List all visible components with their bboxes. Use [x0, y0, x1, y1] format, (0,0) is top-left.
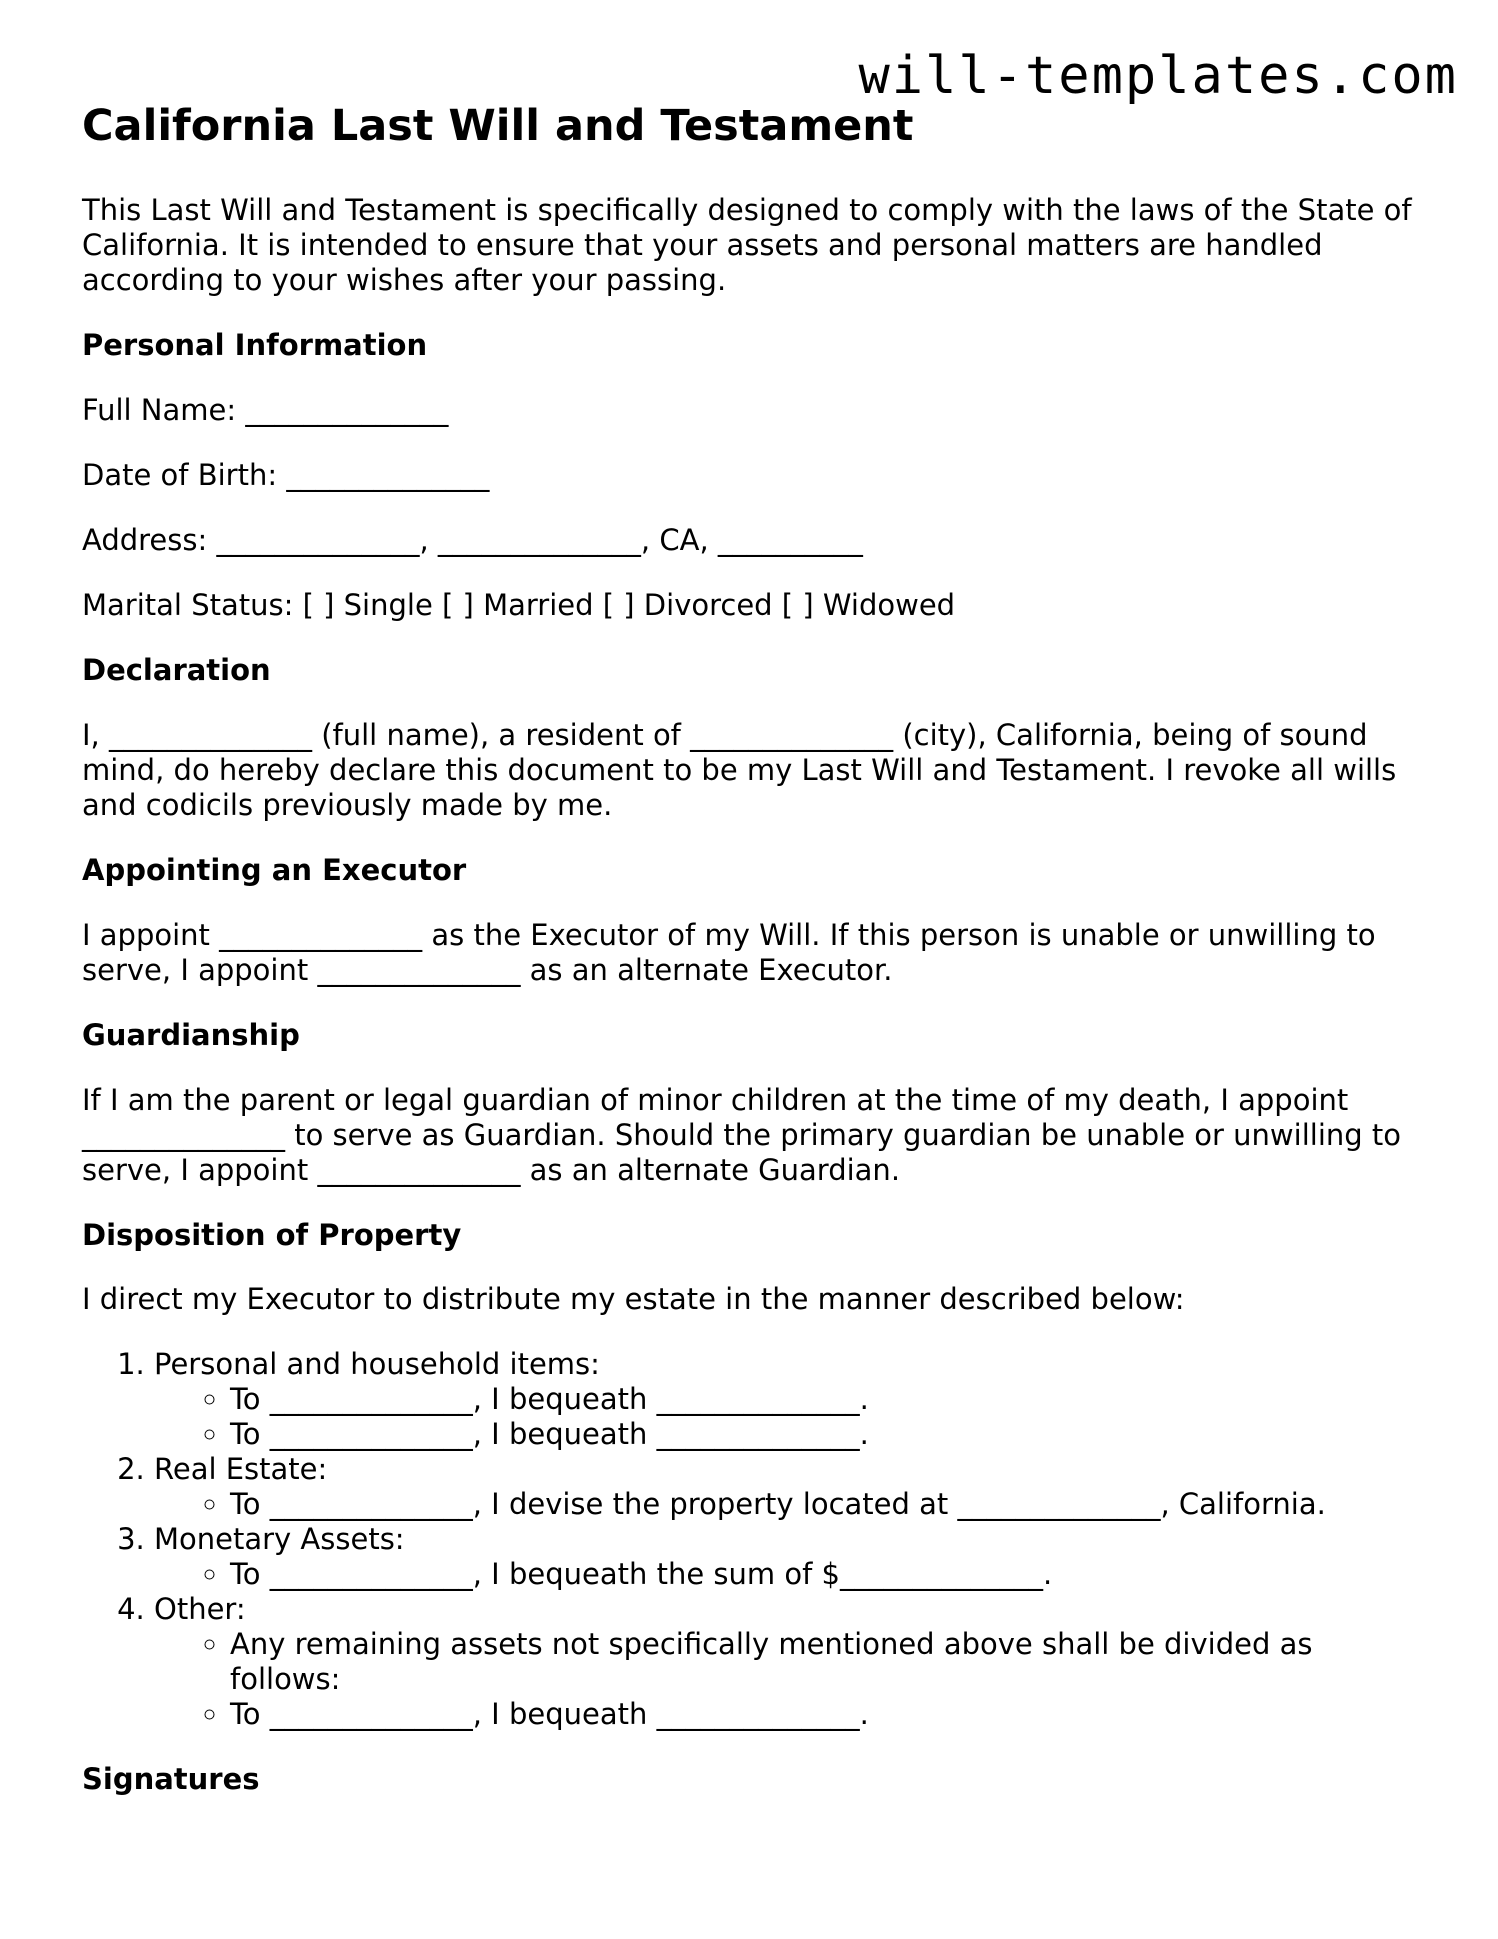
property-list [82, 1347, 1422, 1732]
property-item-monetary [154, 1522, 1422, 1592]
property-item-label: Personal and household items: [154, 1347, 600, 1382]
personal-info-heading: Personal Information [82, 328, 428, 363]
property-intro: I direct my Executor to distribute my estate in the manner described below: [82, 1282, 1185, 1317]
site-watermark: will-templates.com [858, 46, 1458, 106]
guardianship-heading: Guardianship [82, 1017, 300, 1052]
property-item-label: Real Estate: [154, 1452, 328, 1487]
property-sublist [154, 1487, 1422, 1522]
marital-status-field: Marital Status: [ ] Single [ ] Married [ ] Divorced [ ] Widowed [82, 588, 956, 623]
will-document [82, 102, 1422, 1827]
property-heading: Disposition of Property [82, 1217, 462, 1252]
document-title: California Last Will and Testament [82, 101, 914, 151]
signatures-heading: Signatures [82, 1762, 260, 1797]
address-field: Address: ______________, ______________, CA, __________ [82, 523, 863, 558]
property-sublist [154, 1627, 1422, 1732]
declaration-heading: Declaration [82, 653, 271, 688]
executor-paragraph: I appoint ______________ as the Executor of my Will. If this person is unable or unwilling to serve, I appoint ______________ as an alternate Executor. [82, 917, 1376, 987]
intro-paragraph: This Last Will and Testament is specifically designed to comply with the laws of the State of California. It is intended to ensure that your assets and personal matters are handled according to your wishes after your passing. [82, 193, 1412, 298]
bequest-line: ◦ Any remaining assets not specifically mentioned above shall be divided as follows: [230, 1627, 1422, 1697]
date-of-birth-field: Date of Birth: ______________ [82, 458, 490, 493]
property-item-personal [154, 1347, 1422, 1452]
guardianship-paragraph: If I am the parent or legal guardian of minor children at the time of my death, I appoint ______________ to serve as Guardian. Should the primary guardian be unable or unwilling to serve, I appoint ______________ as an alternate Guardian. [82, 1082, 1401, 1187]
property-item-label: Monetary Assets: [154, 1522, 405, 1557]
bequest-line: ◦ To ______________, I devise the property located at ______________, California. [230, 1487, 1422, 1522]
property-item-real-estate [154, 1452, 1422, 1522]
property-sublist [154, 1557, 1422, 1592]
bequest-line: ◦ To ______________, I bequeath the sum of $______________. [230, 1557, 1422, 1592]
executor-heading: Appointing an Executor [82, 853, 467, 888]
declaration-paragraph: I, ______________ (full name), a resident of ______________ (city), California, being of sound mind, do hereby declare this document to be my Last Will and Testament. I revoke all wills and codicils previously made by me. [82, 718, 1397, 823]
bequest-line: ◦ To ______________, I bequeath ______________. [230, 1417, 1422, 1452]
bequest-line: ◦ To ______________, I bequeath ______________. [230, 1697, 1422, 1732]
bequest-line: ◦ To ______________, I bequeath ______________. [230, 1382, 1422, 1417]
full-name-field: Full Name: ______________ [82, 393, 449, 428]
property-sublist [154, 1382, 1422, 1452]
property-item-other [154, 1592, 1422, 1732]
property-item-label: Other: [154, 1592, 246, 1627]
